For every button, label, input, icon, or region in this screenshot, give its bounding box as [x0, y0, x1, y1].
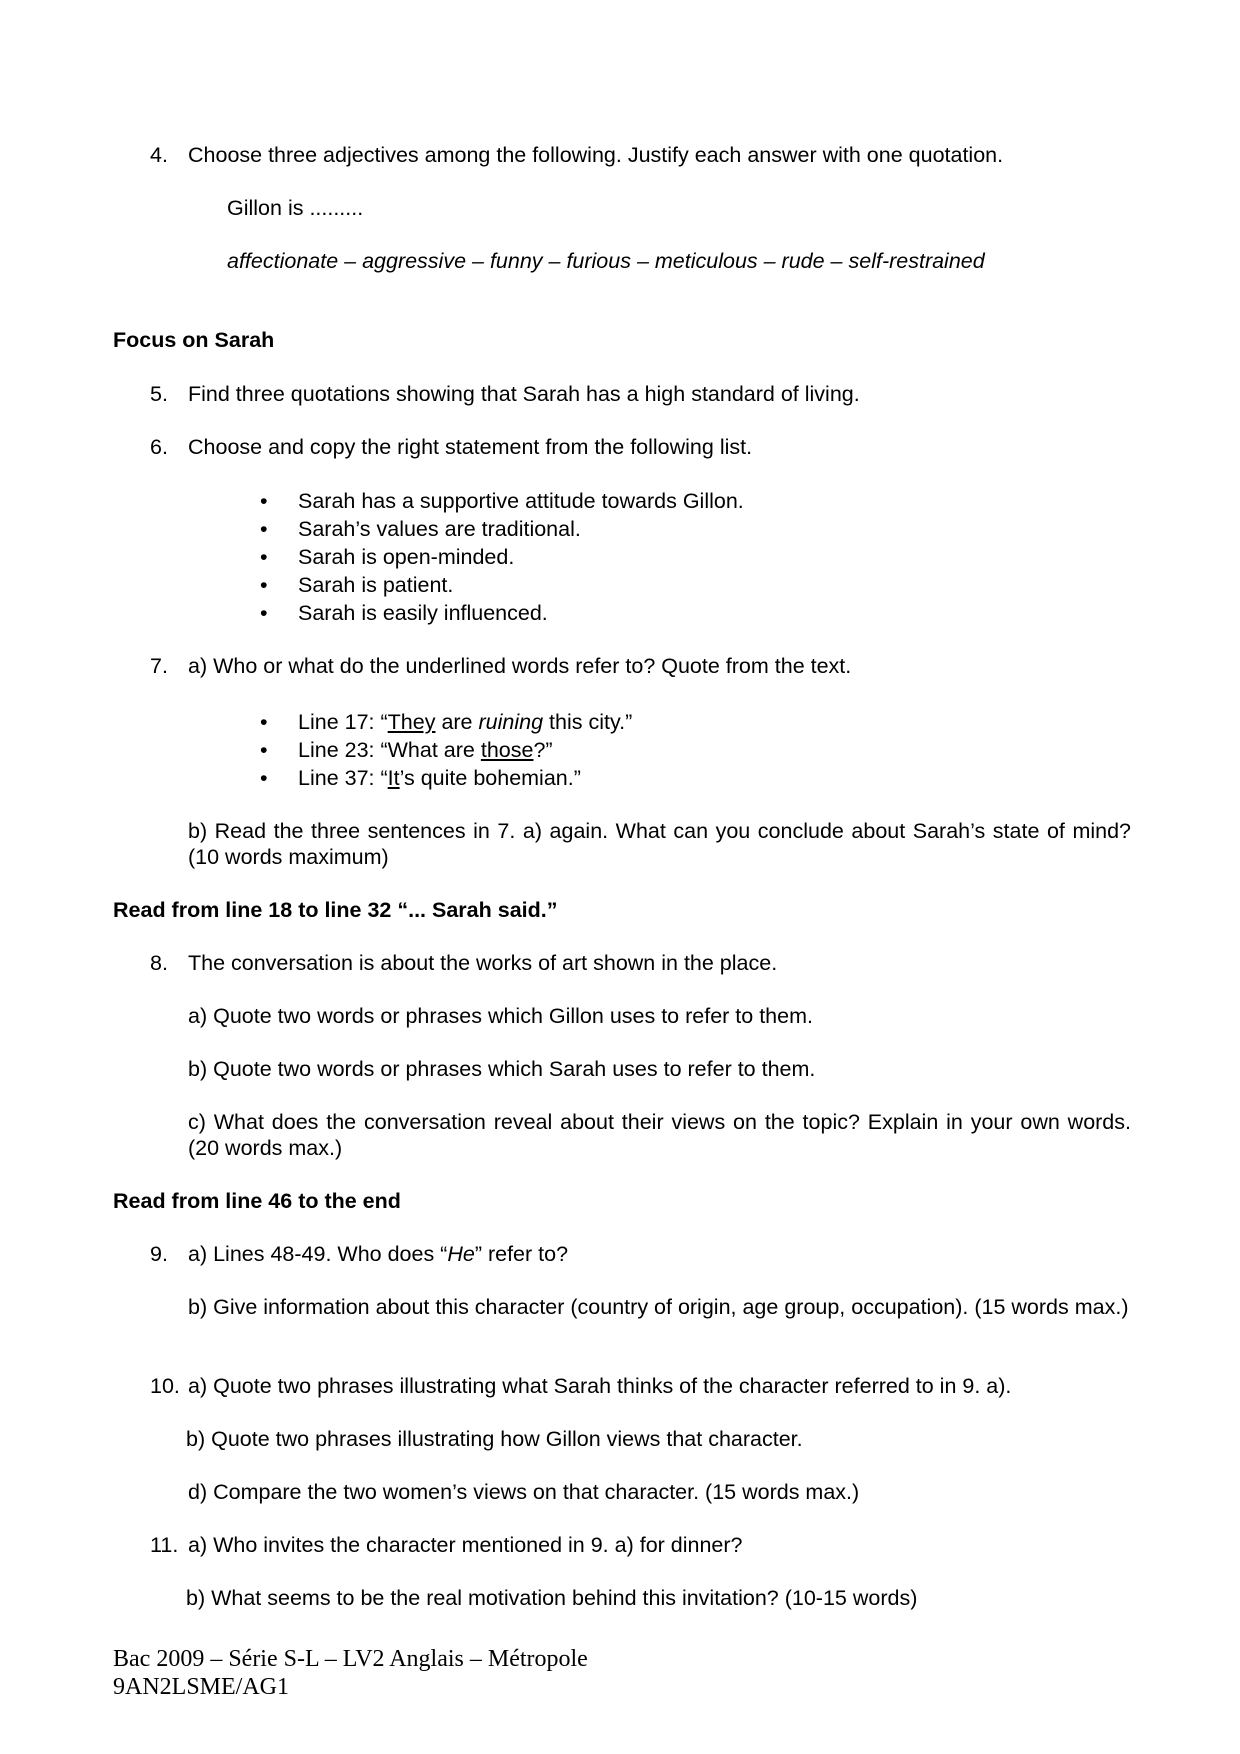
q10-number: 10. [150, 1374, 180, 1398]
q6-bullet: • [260, 517, 268, 541]
q10-part-b: b) Quote two phrases illustrating how Gillon views that character. [186, 1427, 803, 1451]
q6-number: 6. [150, 435, 168, 459]
q4-text: Choose three adjectives among the following. Justify each answer with one quotation. [188, 143, 1004, 167]
q9-part-b: b) Give information about this character (country of origin, age group, occupation). (15 words max.) [188, 1295, 1129, 1319]
q8-text: The conversation is about the works of art shown in the place. [188, 951, 778, 975]
underlined-word: It [387, 766, 400, 790]
q4-number: 4. [150, 143, 168, 167]
q6-option: Sarah has a supportive attitude towards Gillon. [298, 489, 744, 513]
q11-part-a: a) Who invites the character mentioned in 9. a) for dinner? [188, 1533, 743, 1557]
q8-part-b: b) Quote two words or phrases which Sarah uses to refer to them. [188, 1057, 816, 1081]
q7-quote-line-17: Line 17: “They are ruining this city.” [298, 710, 633, 734]
q7-quote-line-23: Line 23: “What are those?” [298, 738, 553, 762]
q9-number: 9. [150, 1242, 168, 1266]
q7-number: 7. [150, 654, 168, 678]
q11-part-b: b) What seems to be the real motivation behind this invitation? (10-15 words) [186, 1586, 918, 1610]
q10-part-d: d) Compare the two women’s views on that character. (15 words max.) [188, 1480, 860, 1504]
q6-bullet: • [260, 601, 268, 625]
section-heading-lines-18-32: Read from line 18 to line 32 “... Sarah said.” [113, 898, 558, 922]
q7-bullet: • [260, 766, 268, 790]
underlined-word: those [480, 738, 534, 762]
q6-text: Choose and copy the right statement from the following list. [188, 435, 753, 459]
q7-quote-line-37: Line 37: “It’s quite bohemian.” [298, 766, 581, 790]
q8-number: 8. [150, 951, 168, 975]
q7-bullet: • [260, 738, 268, 762]
section-heading-focus-sarah: Focus on Sarah [113, 328, 275, 352]
q8-part-c: c) What does the conversation reveal about their views on the topic? Explain in your own words. (20 words max.) [188, 1110, 1131, 1160]
q4-adjectives: affectionate – aggressive – funny – furious – meticulous – rude – self-restrained [227, 249, 985, 273]
section-heading-line-46-end: Read from line 46 to the end [113, 1189, 401, 1213]
q10-part-a: a) Quote two phrases illustrating what Sarah thinks of the character referred to in 9. a). [188, 1374, 1012, 1398]
footer-exam-code: 9AN2LSME/AG1 [113, 1674, 290, 1700]
underlined-word: They [387, 710, 436, 734]
footer-exam-title: Bac 2009 – Série S-L – LV2 Anglais – Métropole [113, 1646, 588, 1672]
q7-bullet: • [260, 710, 268, 734]
q11-number: 11. [150, 1533, 179, 1557]
q6-option: Sarah is easily influenced. [298, 601, 548, 625]
q6-option: Sarah is open-minded. [298, 545, 515, 569]
q6-bullet: • [260, 573, 268, 597]
q6-bullet: • [260, 545, 268, 569]
q5-number: 5. [150, 382, 168, 406]
q5-text: Find three quotations showing that Sarah has a high standard of living. [188, 382, 860, 406]
q4-prompt: Gillon is ......... [227, 196, 364, 220]
q9-part-a: a) Lines 48-49. Who does “He” refer to? [188, 1242, 569, 1266]
q7-part-a: a) Who or what do the underlined words refer to? Quote from the text. [188, 654, 852, 678]
q7-part-b: b) Read the three sentences in 7. a) again. What can you conclude about Sarah’s state of mind? (10 words maximum) [188, 819, 1131, 869]
q6-bullet: • [260, 489, 268, 513]
q6-option: Sarah is patient. [298, 573, 454, 597]
q8-part-a: a) Quote two words or phrases which Gillon uses to refer to them. [188, 1004, 813, 1028]
q6-option: Sarah’s values are traditional. [298, 517, 581, 541]
